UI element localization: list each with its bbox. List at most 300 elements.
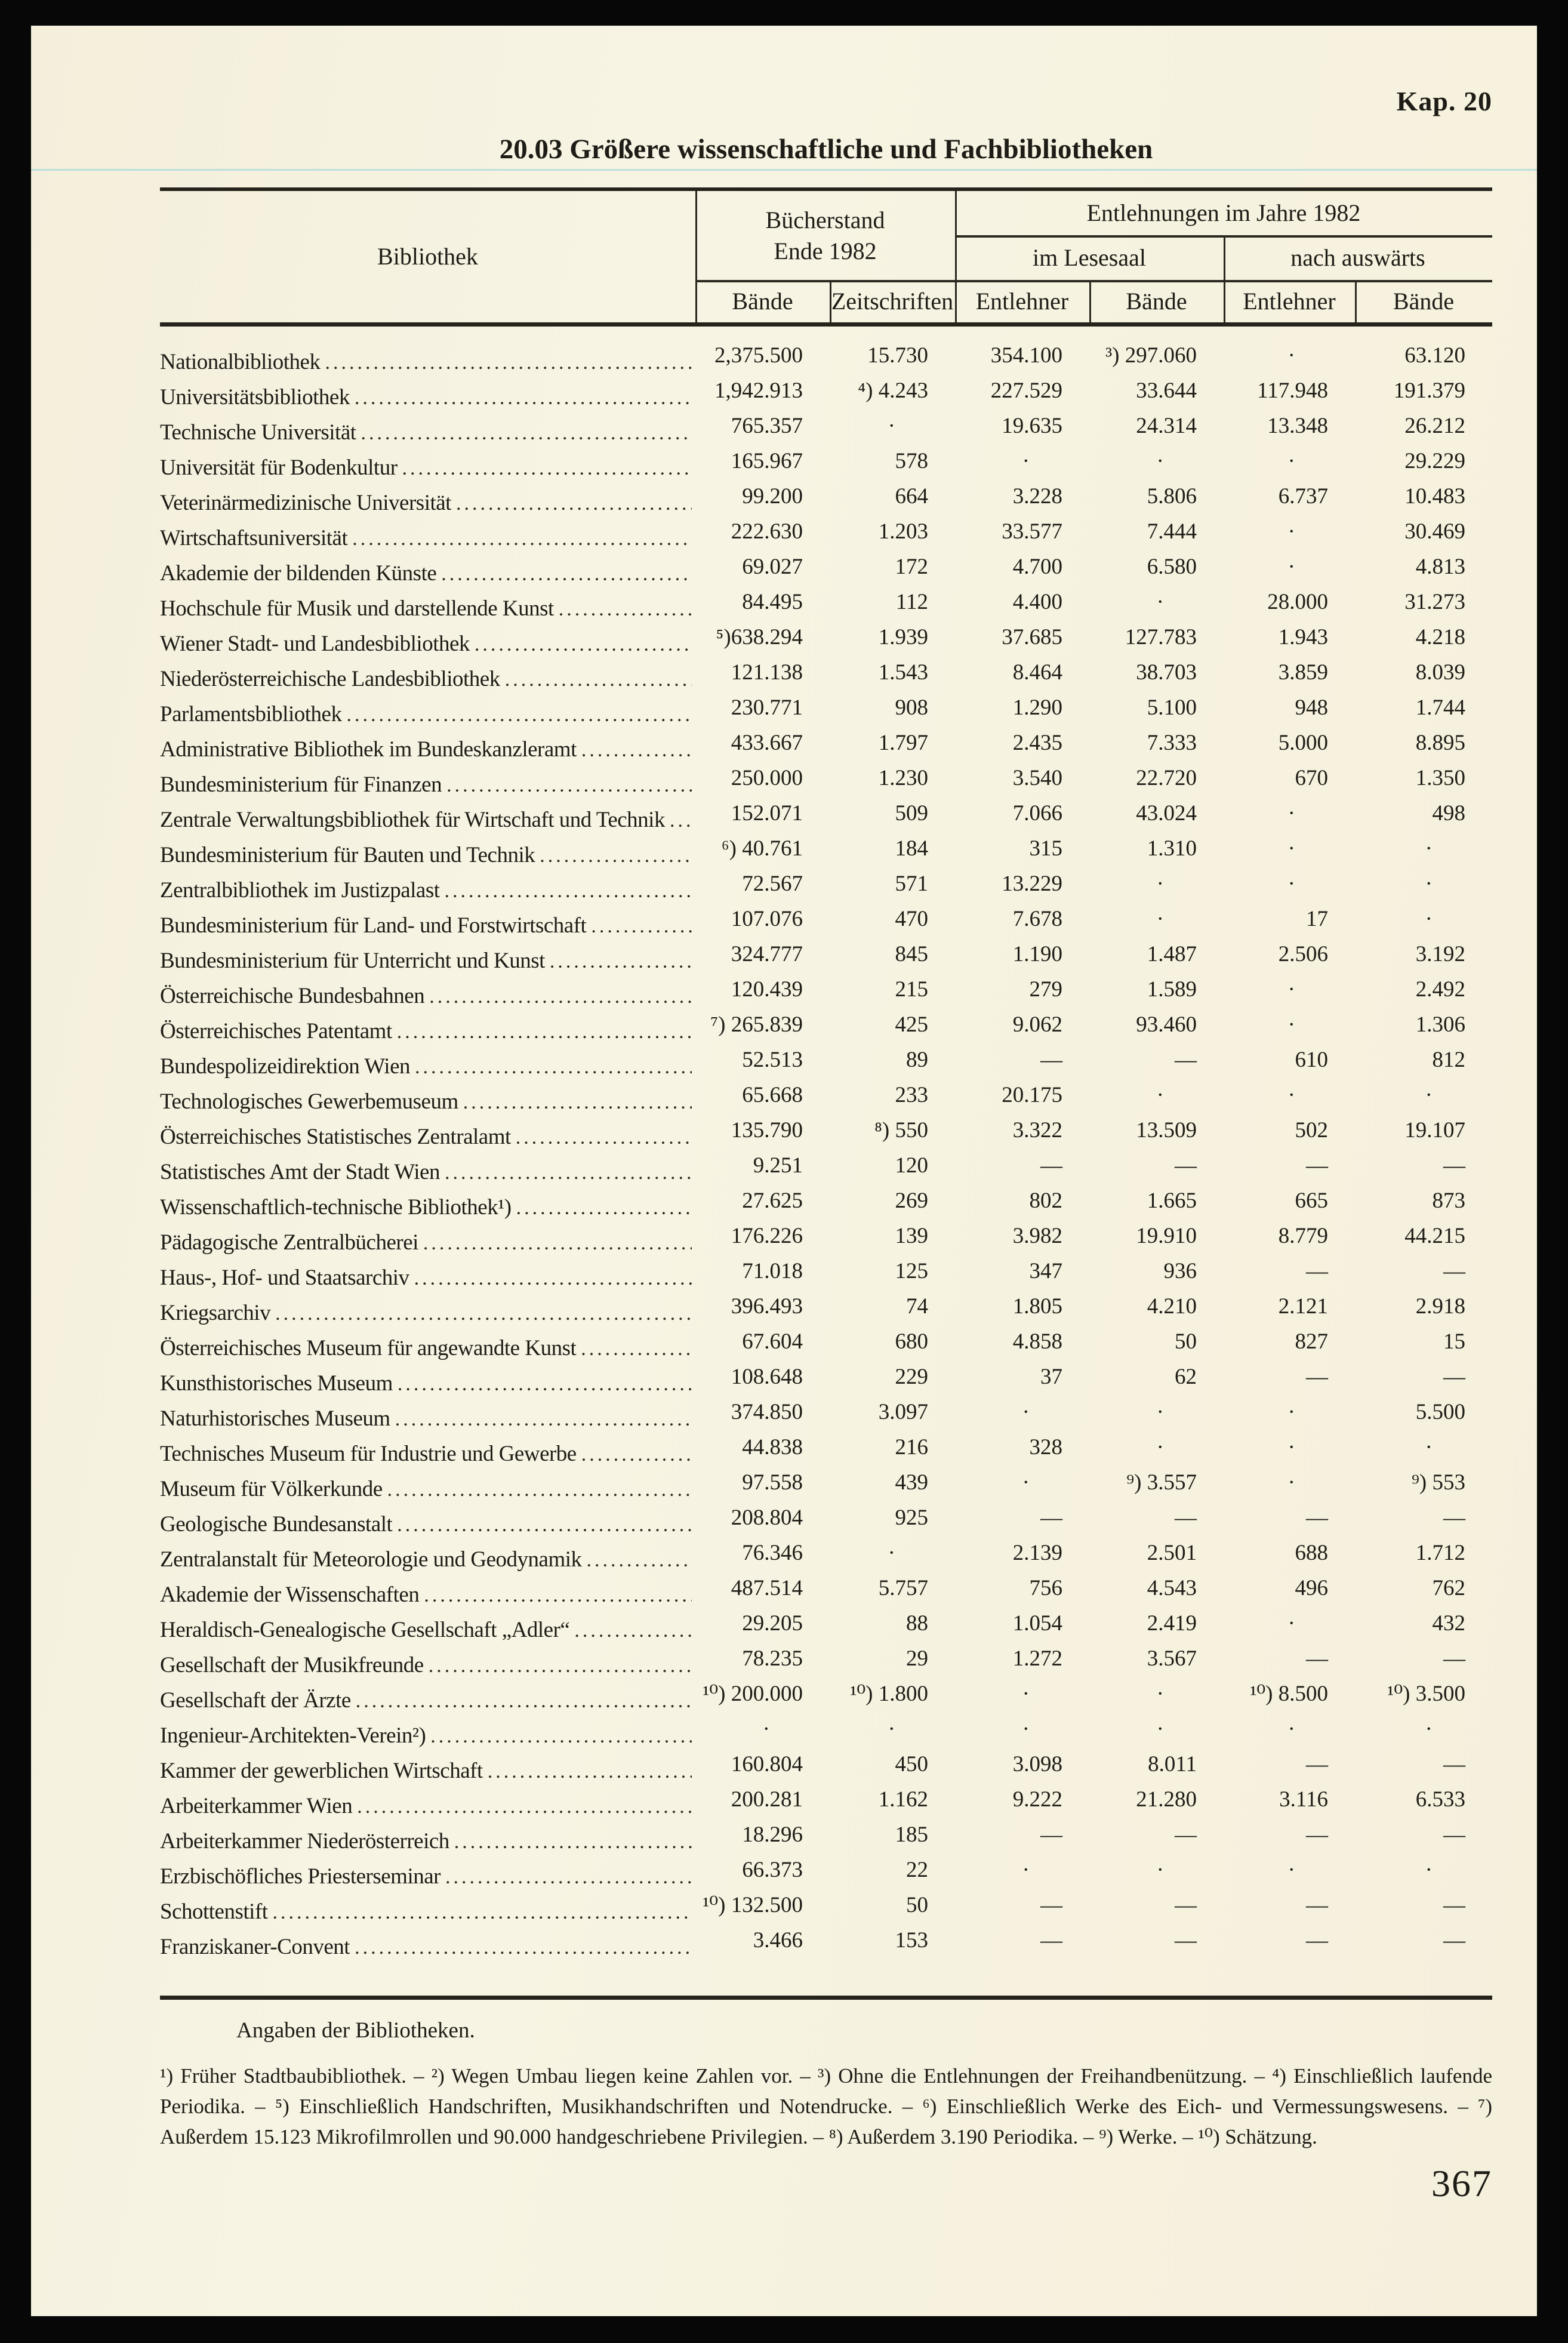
- value-cell: —: [1306, 1505, 1328, 1530]
- value-cell: 152.071: [731, 801, 803, 826]
- value-cell: 3.859: [1278, 660, 1328, 685]
- value-cell: 6.580: [1147, 555, 1197, 579]
- value-cell: ·: [1287, 519, 1295, 544]
- value-cell: 470: [895, 907, 928, 931]
- table-row: [160, 481, 1492, 516]
- value-cell: 3.192: [1415, 942, 1465, 966]
- value-cell: 44.215: [1404, 1224, 1465, 1248]
- dot-leader: [475, 631, 692, 657]
- value-cell: 765.357: [731, 414, 803, 438]
- value-cell: 71.018: [742, 1259, 803, 1283]
- value-cell: ·: [1156, 1435, 1164, 1460]
- value-cell: 28.000: [1267, 590, 1328, 614]
- table-row: [160, 410, 1492, 445]
- dot-leader: [430, 1723, 692, 1748]
- value-cell: 108.648: [731, 1365, 803, 1389]
- value-cell: 78.235: [742, 1646, 803, 1671]
- value-cell: 13.509: [1136, 1118, 1197, 1143]
- library-name-cell: [160, 1406, 695, 1431]
- value-cell: 120: [895, 1153, 928, 1178]
- value-cell: 762: [1432, 1576, 1465, 1600]
- value-cell: 2.492: [1415, 977, 1465, 1002]
- value-cell: ⁷) 265.839: [710, 1012, 803, 1037]
- library-name: Österreichisches Museum für angewandte Kunst: [160, 1336, 577, 1360]
- value-cell: 52.513: [742, 1048, 803, 1072]
- value-cell: ¹⁰) 3.500: [1387, 1682, 1465, 1706]
- table-row: [160, 1537, 1492, 1572]
- value-cell: 4.210: [1147, 1294, 1197, 1319]
- dot-leader: [398, 1371, 692, 1396]
- value-cell: 1.543: [878, 660, 928, 685]
- dot-leader: [397, 1511, 692, 1537]
- library-name: Arbeiterkammer Wien: [160, 1794, 353, 1818]
- library-name: Gesellschaft der Ärzte: [160, 1688, 351, 1713]
- value-cell: ·: [1022, 1858, 1030, 1882]
- dot-leader: [424, 1582, 692, 1608]
- table-row: [160, 1467, 1492, 1502]
- value-cell: 99.200: [742, 484, 803, 509]
- value-cell: ·: [1287, 449, 1295, 473]
- value-cell: 4.700: [1012, 555, 1062, 579]
- value-cell: —: [1443, 1822, 1465, 1847]
- value-cell: 13.348: [1267, 414, 1328, 438]
- table-row: [160, 868, 1492, 903]
- value-cell: —: [1443, 1646, 1465, 1671]
- value-cell: 1.589: [1147, 977, 1197, 1002]
- library-name-cell: [160, 1758, 695, 1784]
- value-cell: 6.533: [1415, 1787, 1465, 1812]
- value-cell: —: [1443, 1505, 1465, 1530]
- table-row: [160, 727, 1492, 762]
- value-cell: —: [1443, 1752, 1465, 1777]
- value-cell: —: [1040, 1928, 1062, 1953]
- library-name-cell: [160, 631, 695, 657]
- value-cell: 233: [895, 1083, 928, 1107]
- value-cell: ·: [1156, 1858, 1164, 1882]
- dot-leader: [395, 1406, 692, 1431]
- library-name: Österreichisches Patentamt: [160, 1019, 392, 1043]
- value-cell: 9.251: [753, 1153, 803, 1178]
- library-name: Akademie der Wissenschaften: [160, 1582, 420, 1607]
- value-cell: 93.460: [1136, 1012, 1197, 1037]
- value-cell: —: [1306, 1259, 1328, 1283]
- value-cell: 4.813: [1415, 555, 1465, 579]
- value-cell: 3.322: [1012, 1118, 1062, 1143]
- value-cell: 7.066: [1012, 801, 1062, 826]
- scan-artifact-line: [31, 169, 1537, 171]
- library-name-cell: [160, 420, 695, 445]
- value-cell: ·: [1425, 836, 1433, 861]
- value-cell: 665: [1295, 1189, 1328, 1213]
- value-cell: ·: [1287, 555, 1295, 579]
- value-cell: 63.120: [1404, 343, 1465, 368]
- value-cell: 496: [1295, 1576, 1328, 1600]
- library-name: Gesellschaft der Musikfreunde: [160, 1653, 424, 1677]
- value-cell: 72.567: [742, 872, 803, 896]
- dot-leader: [540, 842, 692, 868]
- table-row: [160, 1431, 1492, 1467]
- value-cell: 208.804: [731, 1505, 803, 1530]
- value-cell: ·: [1287, 343, 1295, 368]
- value-cell: —: [1040, 1153, 1062, 1178]
- value-cell: 1.290: [1012, 695, 1062, 720]
- value-cell: 3.097: [878, 1400, 928, 1424]
- table-row: [160, 375, 1492, 410]
- dot-leader: [414, 1265, 692, 1291]
- library-name-cell: [160, 1089, 695, 1114]
- column-header-borrowers-external: Entlehner: [1243, 287, 1336, 315]
- value-cell: 1.162: [878, 1787, 928, 1812]
- value-cell: 37.685: [1002, 625, 1062, 649]
- value-cell: ¹⁰) 200.000: [703, 1682, 803, 1706]
- table-row: [160, 551, 1492, 586]
- value-cell: 88: [906, 1611, 928, 1636]
- value-cell: 97.558: [742, 1470, 803, 1495]
- value-cell: 354.100: [990, 343, 1062, 368]
- value-cell: 227.529: [990, 378, 1062, 403]
- library-name: Universitätsbibliothek: [160, 385, 350, 410]
- library-name-cell: [160, 1441, 695, 1467]
- value-cell: 578: [895, 449, 928, 473]
- dot-leader: [356, 1688, 692, 1713]
- library-name-cell: [160, 1371, 695, 1396]
- value-cell: 812: [1432, 1048, 1465, 1072]
- value-cell: 229: [895, 1365, 928, 1389]
- value-cell: 827: [1295, 1329, 1328, 1354]
- table-row: [160, 1572, 1492, 1608]
- table-row: [160, 974, 1492, 1009]
- table-row: [160, 1608, 1492, 1643]
- value-cell: 176.226: [731, 1224, 803, 1248]
- value-cell: ·: [1156, 1717, 1164, 1741]
- value-cell: 7.333: [1147, 731, 1197, 755]
- table-row: [160, 1255, 1492, 1291]
- value-cell: 3.540: [1012, 766, 1062, 790]
- table-row: [160, 1150, 1492, 1185]
- dot-leader: [454, 1828, 692, 1854]
- value-cell: —: [1443, 1928, 1465, 1953]
- library-name: Museum für Völkerkunde: [160, 1477, 383, 1501]
- library-name-cell: [160, 1899, 695, 1925]
- value-cell: 125: [895, 1259, 928, 1283]
- value-cell: 3.567: [1147, 1646, 1197, 1671]
- value-cell: 76.346: [742, 1541, 803, 1565]
- library-name: Kammer der gewerblichen Wirtschaft: [160, 1759, 483, 1783]
- value-cell: ·: [1287, 1012, 1295, 1037]
- value-cell: 8.779: [1278, 1224, 1328, 1248]
- value-cell: 19.107: [1404, 1118, 1465, 1143]
- value-cell: 13.229: [1002, 872, 1062, 896]
- value-cell: 20.175: [1002, 1083, 1062, 1107]
- value-cell: 160.804: [731, 1752, 803, 1777]
- value-cell: —: [1175, 1928, 1197, 1953]
- value-cell: 165.967: [731, 449, 803, 473]
- value-cell: 269: [895, 1189, 928, 1213]
- library-name-cell: [160, 561, 695, 586]
- value-cell: ·: [1287, 1083, 1295, 1107]
- library-name: Franziskaner-Convent: [160, 1935, 350, 1959]
- library-name: Kriegsarchiv: [160, 1301, 271, 1325]
- value-cell: ·: [1022, 1400, 1030, 1424]
- library-name: Technologisches Gewerbemuseum: [160, 1089, 458, 1114]
- table-row: [160, 1396, 1492, 1431]
- value-cell: ·: [1287, 1435, 1295, 1460]
- value-cell: 1.943: [1278, 625, 1328, 649]
- dot-leader: [355, 1934, 692, 1960]
- dot-leader: [587, 1547, 692, 1572]
- value-cell: —: [1443, 1153, 1465, 1178]
- value-cell: 688: [1295, 1541, 1328, 1565]
- column-group-loans: Entlehnungen im Jahre 1982: [1086, 199, 1361, 226]
- value-cell: 347: [1029, 1259, 1062, 1283]
- scanned-page: [31, 26, 1537, 2316]
- value-cell: ·: [1425, 1083, 1433, 1107]
- library-name: Bundesministerium für Finanzen: [160, 772, 442, 797]
- value-cell: 4.543: [1147, 1576, 1197, 1600]
- value-cell: ·: [1425, 872, 1433, 896]
- library-name: Hochschule für Musik und darstellende Kunst: [160, 596, 554, 621]
- value-cell: ⁹) 553: [1412, 1470, 1465, 1495]
- library-name-cell: [160, 1652, 695, 1678]
- value-cell: 191.379: [1393, 378, 1465, 403]
- value-cell: ¹⁰) 1.800: [850, 1682, 928, 1706]
- value-cell: 4.218: [1415, 625, 1465, 649]
- column-header-journals: Zeitschriften: [831, 287, 954, 315]
- library-name: Zentrale Verwaltungsbibliothek für Wirtschaft und Technik: [160, 808, 665, 832]
- dot-leader: [423, 1230, 692, 1255]
- value-cell: 8.039: [1415, 660, 1465, 685]
- library-name: Technisches Museum für Industrie und Gewerbe: [160, 1442, 577, 1466]
- footer-block: [160, 1988, 1492, 2152]
- library-name: Heraldisch-Genealogische Gesellschaft „Adler“: [160, 1618, 570, 1642]
- value-cell: 2.139: [1012, 1541, 1062, 1565]
- value-cell: 43.024: [1136, 801, 1197, 826]
- library-name-cell: [160, 1159, 695, 1185]
- value-cell: 65.668: [742, 1083, 803, 1107]
- value-cell: ·: [762, 1717, 770, 1741]
- library-name-cell: [160, 842, 695, 868]
- value-cell: 610: [1295, 1048, 1328, 1072]
- value-cell: —: [1306, 1928, 1328, 1953]
- value-cell: 1.054: [1012, 1611, 1062, 1636]
- library-name: Wiener Stadt- und Landesbibliothek: [160, 632, 470, 656]
- value-cell: 396.493: [731, 1294, 803, 1319]
- value-cell: 3.228: [1012, 484, 1062, 509]
- dot-leader: [559, 596, 692, 621]
- dot-leader: [446, 772, 692, 798]
- value-cell: 6.737: [1278, 484, 1328, 509]
- library-name-cell: [160, 1547, 695, 1572]
- value-cell: 67.604: [742, 1329, 803, 1354]
- library-name-cell: [160, 983, 695, 1009]
- table-row: [160, 1925, 1492, 1960]
- value-cell: 5.757: [878, 1576, 928, 1600]
- library-name: Statistisches Amt der Stadt Wien: [160, 1160, 440, 1184]
- value-cell: 5.500: [1415, 1400, 1465, 1424]
- value-cell: 5.100: [1147, 695, 1197, 720]
- library-name: Veterinärmedizinische Universität: [160, 491, 451, 515]
- value-cell: ·: [1156, 1400, 1164, 1424]
- table-row: [160, 1361, 1492, 1396]
- value-cell: 200.281: [731, 1787, 803, 1812]
- table-row: [160, 1114, 1492, 1150]
- value-cell: 8.011: [1148, 1752, 1197, 1777]
- library-name-cell: [160, 666, 695, 692]
- column-header-library: Bibliothek: [377, 243, 478, 270]
- value-cell: 17: [1306, 907, 1328, 931]
- dot-leader: [516, 1194, 692, 1220]
- value-cell: 2.501: [1147, 1541, 1197, 1565]
- dot-leader: [505, 666, 692, 692]
- value-cell: ·: [1287, 836, 1295, 861]
- table-row: [160, 1009, 1492, 1044]
- library-name-cell: [160, 1018, 695, 1044]
- value-cell: ·: [888, 1717, 895, 1741]
- library-name-cell: [160, 807, 695, 833]
- table-row: [160, 1079, 1492, 1114]
- value-cell: 31.273: [1404, 590, 1465, 614]
- table-body: [160, 327, 1492, 1960]
- library-name-cell: [160, 1934, 695, 1960]
- table-row: [160, 798, 1492, 833]
- value-cell: 4.400: [1012, 590, 1062, 614]
- value-cell: 4.858: [1012, 1329, 1062, 1354]
- value-cell: 8.464: [1012, 660, 1062, 685]
- value-cell: 1.310: [1147, 836, 1197, 861]
- value-cell: ⁸) 550: [874, 1118, 928, 1143]
- library-name-cell: [160, 525, 695, 551]
- library-name-cell: [160, 1617, 695, 1643]
- table-row: [160, 903, 1492, 938]
- value-cell: 184: [895, 836, 928, 861]
- table-row: [160, 692, 1492, 727]
- value-cell: 29.229: [1404, 449, 1465, 473]
- library-name-cell: [160, 1688, 695, 1713]
- value-cell: 29.205: [742, 1611, 803, 1636]
- dot-leader: [357, 1793, 692, 1819]
- value-cell: 2.435: [1012, 731, 1062, 755]
- value-cell: 18.296: [742, 1822, 803, 1847]
- value-cell: 498: [1432, 801, 1465, 826]
- column-group-stock-line2: Ende 1982: [774, 237, 877, 264]
- value-cell: 153: [895, 1928, 928, 1953]
- dot-leader: [488, 1758, 692, 1784]
- library-name-cell: [160, 384, 695, 410]
- library-name: Bundesministerium für Unterricht und Kunst: [160, 949, 545, 973]
- dot-leader: [445, 878, 692, 903]
- value-cell: 948: [1295, 695, 1328, 720]
- value-cell: 230.771: [731, 695, 803, 720]
- value-cell: ·: [888, 1541, 895, 1565]
- library-name-cell: [160, 1124, 695, 1150]
- table-row: [160, 1326, 1492, 1361]
- value-cell: 925: [895, 1505, 928, 1530]
- library-name-cell: [160, 455, 695, 481]
- library-name: Universität für Bodenkultur: [160, 455, 398, 480]
- value-cell: —: [1175, 1505, 1197, 1530]
- library-name: Zentralanstalt für Meteorologie und Geodynamik: [160, 1547, 582, 1572]
- table-row: [160, 833, 1492, 868]
- value-cell: —: [1175, 1822, 1197, 1847]
- table-row: [160, 1185, 1492, 1220]
- value-cell: 9.222: [1012, 1787, 1062, 1812]
- value-cell: 38.703: [1136, 660, 1197, 685]
- value-cell: 215: [895, 977, 928, 1002]
- table-row: [160, 1220, 1492, 1255]
- library-name-cell: [160, 913, 695, 938]
- value-cell: 50: [906, 1893, 928, 1917]
- value-cell: 19.910: [1136, 1224, 1197, 1248]
- value-cell: 374.850: [731, 1400, 803, 1424]
- value-cell: —: [1306, 1153, 1328, 1178]
- library-name: Naturhistorisches Museum: [160, 1406, 390, 1431]
- table-row: [160, 1713, 1492, 1748]
- library-name-cell: [160, 878, 695, 903]
- value-cell: 873: [1432, 1189, 1465, 1213]
- value-cell: 250.000: [731, 766, 803, 790]
- value-cell: 502: [1295, 1118, 1328, 1143]
- value-cell: ·: [1287, 1611, 1295, 1636]
- dot-leader: [463, 1089, 692, 1114]
- value-cell: ·: [1425, 1435, 1433, 1460]
- value-cell: 439: [895, 1470, 928, 1495]
- value-cell: 1.203: [878, 519, 928, 544]
- dot-leader: [275, 1300, 692, 1326]
- dot-leader: [361, 420, 692, 445]
- value-cell: —: [1443, 1893, 1465, 1917]
- table-row: [160, 1678, 1492, 1713]
- table-row: [160, 1854, 1492, 1889]
- value-cell: 5.806: [1147, 484, 1197, 509]
- library-name: Österreichisches Statistisches Zentralamt: [160, 1125, 511, 1149]
- value-cell: 1.272: [1012, 1646, 1062, 1671]
- value-cell: 84.495: [742, 590, 803, 614]
- library-statistics-table: [160, 187, 1492, 2000]
- dot-leader: [574, 1617, 692, 1643]
- value-cell: 185: [895, 1822, 928, 1847]
- dot-leader: [550, 948, 692, 974]
- library-name: Kunsthistorisches Museum: [160, 1371, 393, 1396]
- value-cell: —: [1175, 1153, 1197, 1178]
- value-cell: 1.797: [878, 731, 928, 755]
- value-cell: ·: [1425, 907, 1433, 931]
- dot-leader: [670, 807, 692, 833]
- table-row: [160, 1643, 1492, 1678]
- value-cell: 5.000: [1278, 731, 1328, 755]
- library-name: Haus-, Hof- und Staatsarchiv: [160, 1266, 409, 1290]
- value-cell: 1,942.913: [714, 378, 803, 403]
- value-cell: 908: [895, 695, 928, 720]
- value-cell: 845: [895, 942, 928, 966]
- value-cell: 664: [895, 484, 928, 509]
- value-cell: ·: [1287, 872, 1295, 896]
- column-group-reading-room: im Lesesaal: [1033, 244, 1146, 271]
- library-name-cell: [160, 1828, 695, 1854]
- value-cell: 139: [895, 1224, 928, 1248]
- library-name: Wirtschaftsuniversität: [160, 526, 348, 550]
- value-cell: 33.577: [1002, 519, 1062, 544]
- table-header: [160, 187, 1492, 327]
- value-cell: 1.306: [1415, 1012, 1465, 1037]
- value-cell: 27.625: [742, 1189, 803, 1213]
- value-cell: 89: [906, 1048, 928, 1072]
- value-cell: —: [1040, 1505, 1062, 1530]
- library-name-cell: [160, 737, 695, 762]
- table-row: [160, 621, 1492, 657]
- dot-leader: [591, 913, 692, 938]
- table-row: [160, 516, 1492, 551]
- value-cell: 15.730: [867, 343, 928, 368]
